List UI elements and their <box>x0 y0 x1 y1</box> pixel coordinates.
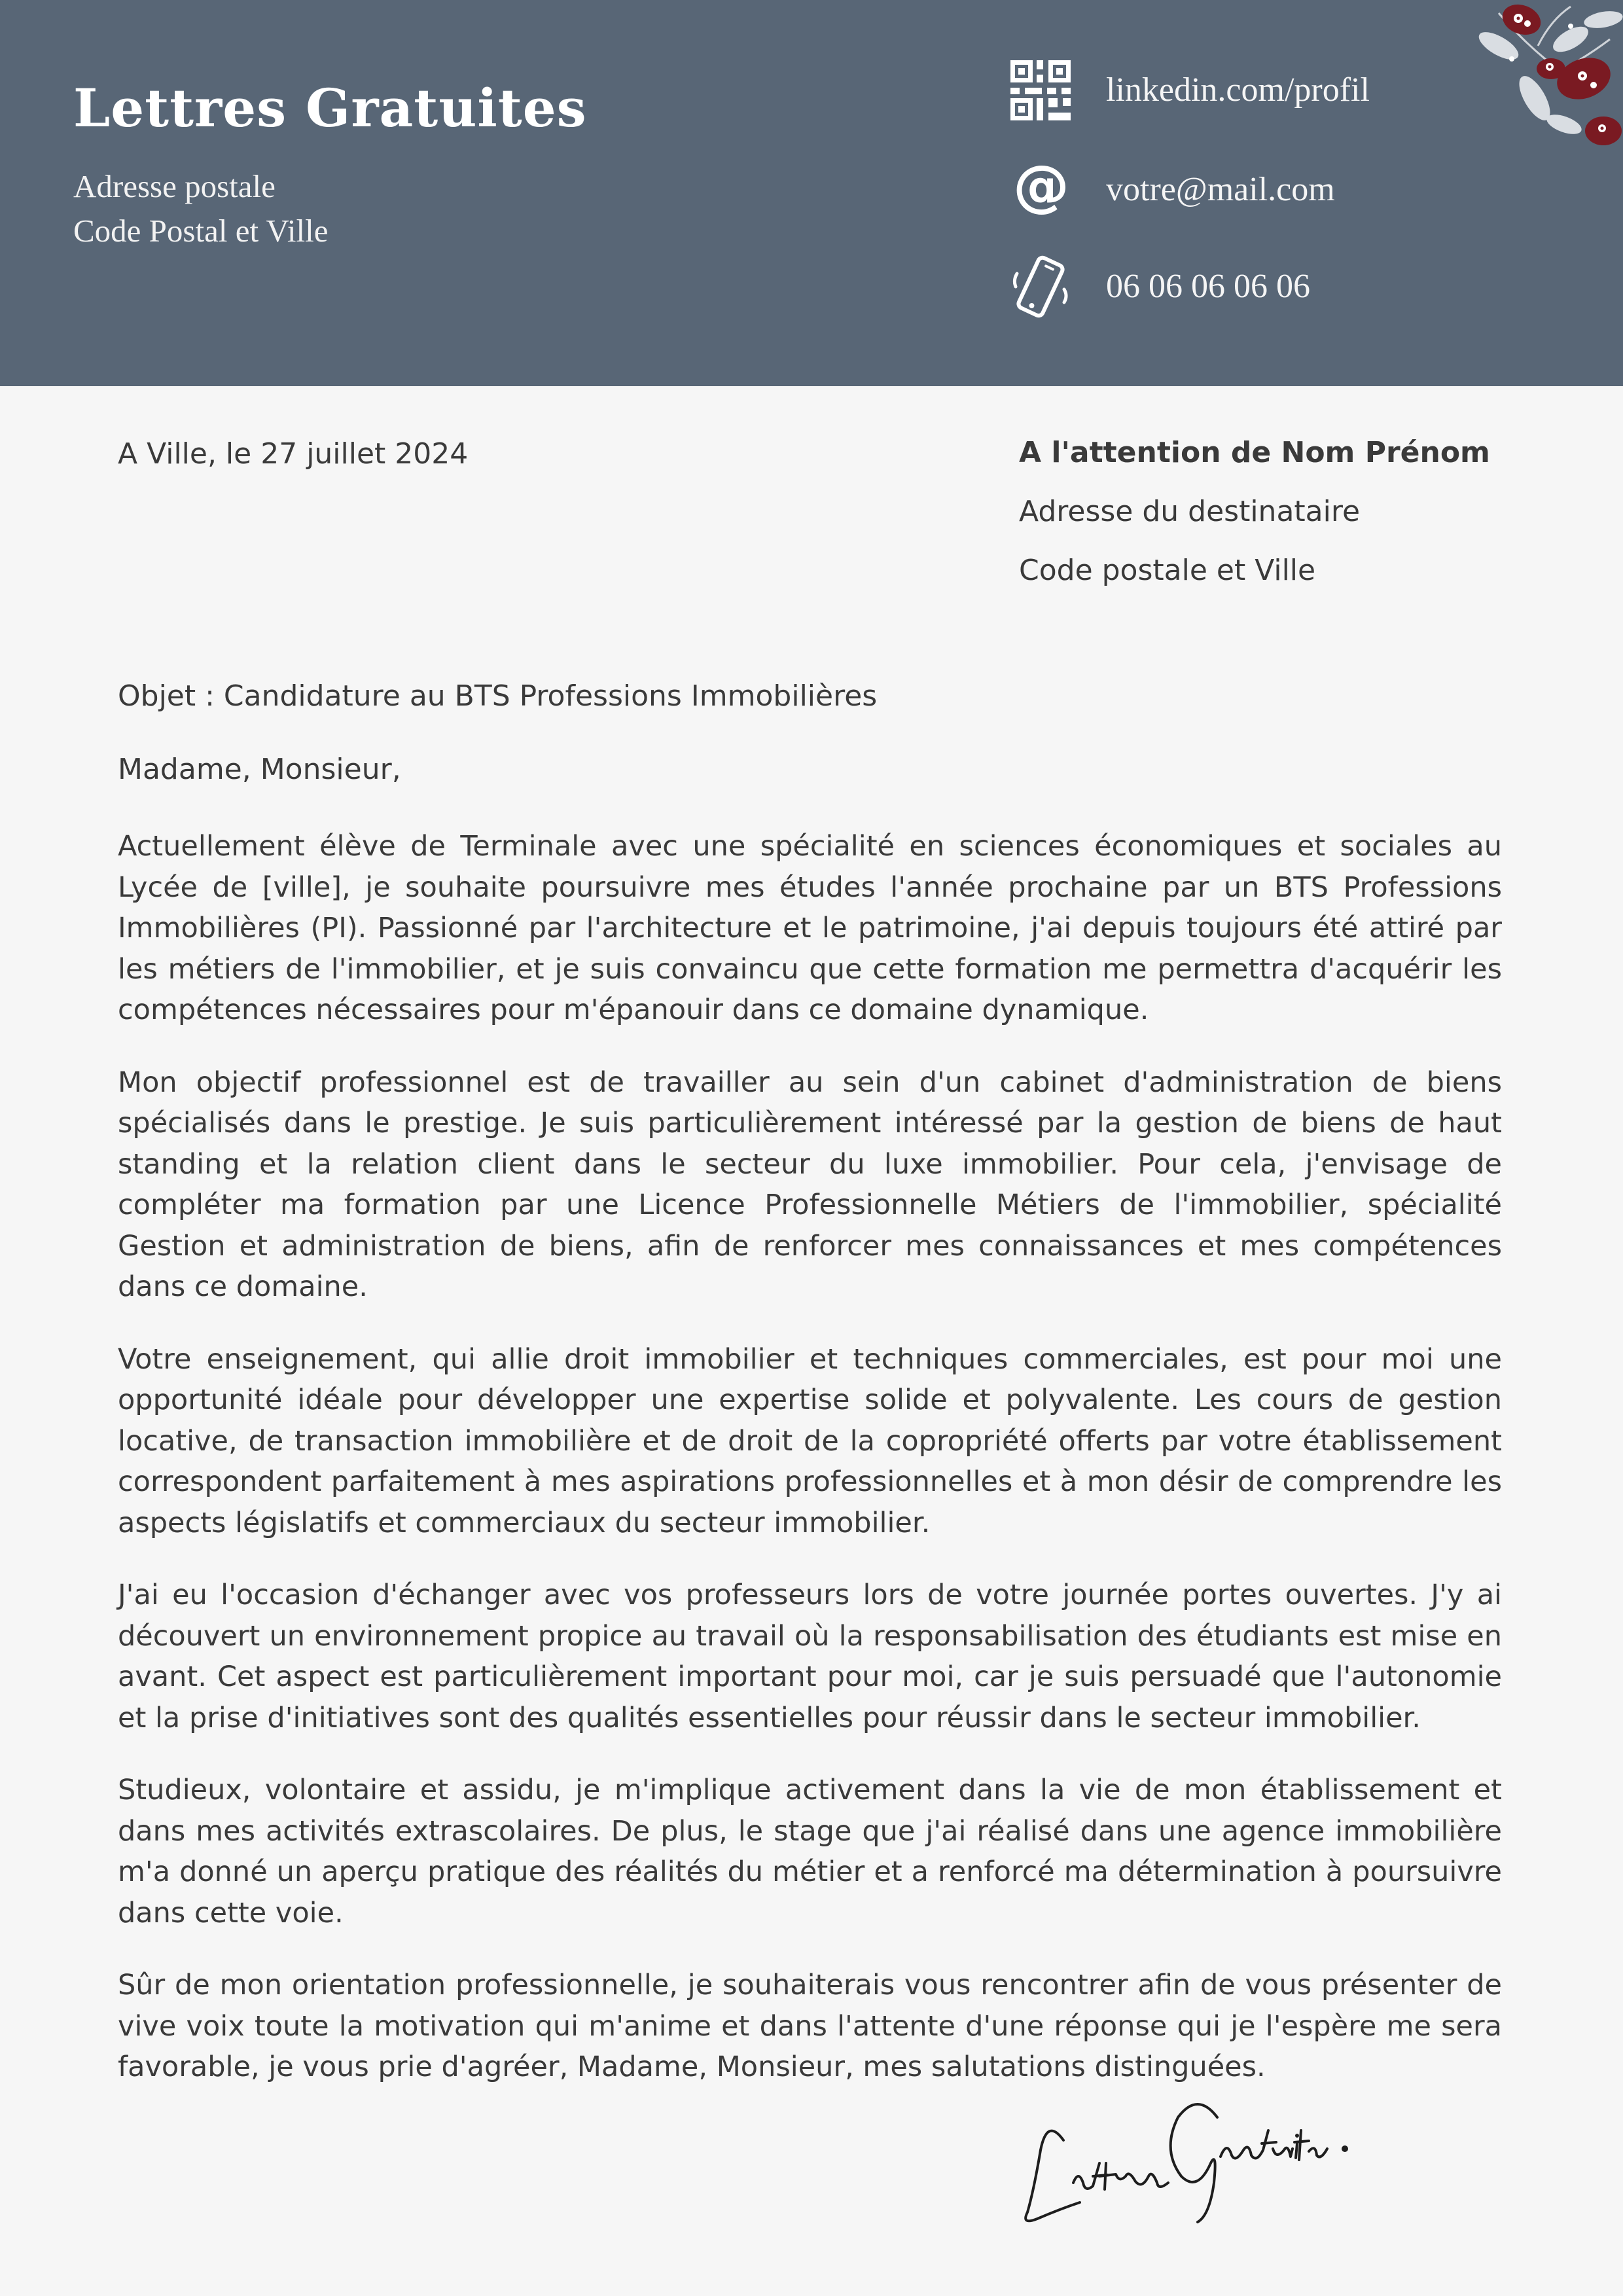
body-paragraph: J'ai eu l'occasion d'échanger avec vos professeurs lors de votre journée portes ouvertes. J'y ai découvert un environnement propice au travail où la responsabilisation des étudiants est mise en avant. Cet aspect est particulièrement important pour moi, car je suis persuadé que l'autonomie et la prise d'initiatives sont des qualités essentielles pour réussir dans le secteur immobilier. <box>118 1579 1502 1734</box>
contact-email <box>1008 153 1466 229</box>
contact-linkedin <box>1008 58 1466 130</box>
phone-icon <box>1008 254 1073 319</box>
sender-name: Lettres Gratuites <box>73 77 587 139</box>
letter-date: A Ville, le 27 juillet 2024 <box>118 437 469 471</box>
body-paragraph: Actuellement élève de Terminale avec une spécialité en sciences économiques et sociales au Lycée de [ville], je souhaite poursuivre mes études l'année prochaine par un BTS Professions Immobilières (PI). Passionné par l'architecture et le patrimoine, j'ai depuis toujours été attiré par les métiers de l'immobilier, et je suis convaincu que cette formation me permettra d'acquérir les compétences nécessaires pour m'épanouir dans ce domaine dynamique. <box>118 830 1502 1026</box>
at-sign-icon: @ <box>1013 153 1069 219</box>
qr-code-icon <box>1008 58 1073 123</box>
sender-city: Code Postal et Ville <box>73 213 329 249</box>
floral-decoration-icon <box>1472 0 1623 157</box>
signature-icon <box>1001 2078 1381 2242</box>
recipient-address: Adresse du destinataire <box>1019 495 1361 528</box>
linkedin-text: linkedin.com/profil <box>1106 71 1370 109</box>
body-paragraph: Sûr de mon orientation professionnelle, je souhaiterais vous rencontrer afin de vous présenter de vive voix toute la motivation qui m'anime et dans l'attente d'une réponse qui je l'espère me sera favorable, je vous prie d'agréer, Madame, Monsieur, mes salutations distinguées. <box>118 1969 1502 2083</box>
letter-subject: Objet : Candidature au BTS Professions Immobilières <box>118 679 878 713</box>
sender-address: Adresse postale <box>73 168 276 204</box>
contact-phone <box>1008 254 1466 326</box>
body-paragraph: Studieux, volontaire et assidu, je m'implique activement dans la vie de mon établissement et dans mes activités extrascolaires. De plus, le stage que j'ai réalisé dans une agence immobilière m'a donné un aperçu pratique des réalités du métier et a renforcé ma détermination à poursuivre dans cette voie. <box>118 1774 1502 1929</box>
email-text: votre@mail.com <box>1106 171 1335 208</box>
header-band <box>0 0 1623 386</box>
recipient-name: A l'attention de Nom Prénom <box>1019 436 1490 469</box>
recipient-block <box>1019 436 1490 613</box>
letter-salutation: Madame, Monsieur, <box>118 753 401 786</box>
letter-body <box>118 826 1502 2119</box>
phone-text: 06 06 06 06 06 <box>1106 268 1310 305</box>
recipient-city: Code postale et Ville <box>1019 554 1316 587</box>
body-paragraph: Mon objectif professionnel est de travailler au sein d'un cabinet d'administration de biens spécialisés dans le prestige. Je suis particulièrement intéressé par la gestion de biens de haut standing et la relation client dans le secteur du luxe immobilier. Pour cela, j'envisage de compléter ma formation par une Licence Professionnelle Métiers de l'immobilier, spécialité Gestion et administration de biens, afin de renforcer mes connaissances et mes compétences dans ce domaine. <box>118 1066 1502 1303</box>
body-paragraph: Votre enseignement, qui allie droit immobilier et techniques commerciales, est pour moi une opportunité idéale pour développer une expertise solide et polyvalente. Les cours de gestion locative, de transaction immobilière et de droit de la copropriété offerts par votre établissement correspondent parfaitement à mes aspirations professionnelles et à mon désir de comprendre les aspects législatifs et commerciaux du secteur immobilier. <box>118 1342 1502 1539</box>
